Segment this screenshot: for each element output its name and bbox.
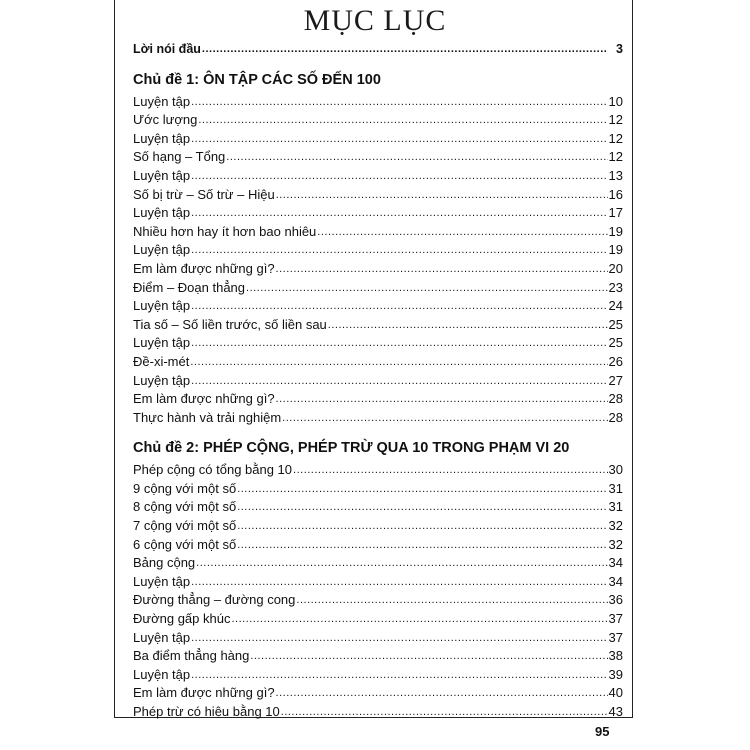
dot-leader xyxy=(237,479,607,499)
toc-entry[interactable] xyxy=(133,591,623,610)
toc-entry[interactable] xyxy=(133,629,623,648)
dot-leader xyxy=(191,129,607,149)
toc-entry-label: 6 cộng với một số xyxy=(133,536,237,552)
toc-entry-label: Ba điểm thẳng hàng xyxy=(133,648,250,664)
toc-entry-page: 19 xyxy=(608,242,623,258)
toc-entry-page: 38 xyxy=(608,648,623,664)
toc-entry-label: Luyện tập xyxy=(133,629,191,645)
toc-entry-page: 12 xyxy=(608,149,623,165)
toc-entry[interactable] xyxy=(133,461,623,480)
toc-entry-label: Luyện tập xyxy=(133,167,191,183)
toc-entry-label: Bảng cộng xyxy=(133,555,196,571)
toc-entry-page: 31 xyxy=(608,499,623,515)
dot-leader xyxy=(191,665,607,685)
toc-entry-label: Lời nói đầu xyxy=(133,42,201,56)
toc-entry[interactable] xyxy=(133,167,623,186)
toc-entry[interactable] xyxy=(133,186,623,205)
toc-entry-label: Nhiều hơn hay ít hơn bao nhiêu xyxy=(133,223,317,239)
toc-entry-label: 8 cộng với một số xyxy=(133,499,237,515)
toc-entry[interactable] xyxy=(133,279,623,298)
dot-leader xyxy=(191,203,607,223)
toc-entry-label: 9 cộng với một số xyxy=(133,480,237,496)
toc-entry-page: 17 xyxy=(608,205,623,221)
toc-entry-label: Em làm được những gì? xyxy=(133,685,275,701)
toc-entry-label: Luyện tập xyxy=(133,372,191,388)
toc-entry-page: 12 xyxy=(608,112,623,128)
toc-entry-page: 43 xyxy=(608,704,623,719)
toc-entry-page: 3 xyxy=(616,42,623,56)
toc-entry-page: 28 xyxy=(608,409,623,425)
dot-leader xyxy=(198,110,607,130)
toc-entry-page: 32 xyxy=(608,536,623,552)
toc-entry[interactable] xyxy=(133,223,623,242)
toc-entry-label: Tia số – Số liền trước, số liền sau xyxy=(133,316,327,332)
toc-entry-page: 26 xyxy=(608,353,623,369)
dot-leader xyxy=(191,92,607,112)
toc-entry-label: Số hạng – Tổng xyxy=(133,149,226,165)
toc-entry-label: Đề-xi-mét xyxy=(133,353,190,369)
toc-entry[interactable] xyxy=(133,703,623,722)
dot-leader xyxy=(281,702,608,722)
dot-leader xyxy=(231,609,607,629)
toc-entry-page: 23 xyxy=(608,279,623,295)
page-title: MỤC LỤC xyxy=(303,4,447,37)
toc-entry-label: 7 cộng với một số xyxy=(133,518,237,534)
toc-entry-page: 28 xyxy=(608,391,623,407)
toc-entry-page: 19 xyxy=(608,223,623,239)
toc-entry[interactable] xyxy=(133,498,623,517)
toc-entry[interactable] xyxy=(133,517,623,536)
toc-entry-page: 20 xyxy=(608,260,623,276)
toc-entry-page: 36 xyxy=(608,592,623,608)
toc-entry[interactable] xyxy=(133,204,623,223)
toc-entry-label: Phép cộng có tổng bằng 10 xyxy=(133,462,293,478)
toc-entry-page: 31 xyxy=(608,480,623,496)
dot-leader xyxy=(282,408,607,428)
dot-leader xyxy=(293,460,608,480)
toc-entry[interactable] xyxy=(133,260,623,279)
dot-leader xyxy=(191,572,607,592)
toc-entry[interactable] xyxy=(133,130,623,149)
toc-entry[interactable] xyxy=(133,372,623,391)
toc-entry[interactable] xyxy=(133,647,623,666)
toc-entry[interactable] xyxy=(133,390,623,409)
toc-entry[interactable] xyxy=(133,353,623,372)
toc-entry-label: Đường thẳng – đường cong xyxy=(133,592,296,608)
toc-entry-label: Luyện tập xyxy=(133,205,191,221)
topic-heading: Chủ đề 2: PHÉP CỘNG, PHÉP TRỪ QUA 10 TRONG PHẠM VI 20 xyxy=(133,440,570,457)
toc-entry-page: 10 xyxy=(608,93,623,109)
toc-entry-label: Ước lượng xyxy=(133,112,198,128)
dot-leader xyxy=(190,352,607,372)
toc-entry-preface[interactable] xyxy=(133,40,623,59)
toc-entry-page: 39 xyxy=(608,666,623,682)
toc-entry-page: 16 xyxy=(608,186,623,202)
toc-entry-label: Em làm được những gì? xyxy=(133,260,275,276)
toc-entry-page: 37 xyxy=(608,611,623,627)
toc-entry[interactable] xyxy=(133,573,623,592)
toc-entry[interactable] xyxy=(133,409,623,428)
dot-leader xyxy=(191,628,607,648)
toc-entry[interactable] xyxy=(133,316,623,335)
toc-entry-page: 34 xyxy=(608,573,623,589)
toc-entry[interactable] xyxy=(133,297,623,316)
dot-leader xyxy=(237,497,607,517)
dot-leader xyxy=(237,535,607,555)
dot-leader xyxy=(250,646,607,666)
toc-entry-page: 24 xyxy=(608,298,623,314)
dot-leader xyxy=(191,333,607,353)
dot-leader xyxy=(191,240,607,260)
toc-entry-label: Số bị trừ – Số trừ – Hiệu xyxy=(133,186,275,202)
dot-leader xyxy=(191,371,607,391)
toc-entry-page: 32 xyxy=(608,518,623,534)
toc-entry-label: Luyện tập xyxy=(133,335,191,351)
toc-entry[interactable] xyxy=(133,241,623,260)
toc-entry-page: 13 xyxy=(608,167,623,183)
toc-entry[interactable] xyxy=(133,111,623,130)
dot-leader xyxy=(317,222,607,242)
toc-entry-label: Luyện tập xyxy=(133,93,191,109)
dot-leader xyxy=(276,389,608,409)
toc-entry[interactable] xyxy=(133,610,623,629)
toc-entry-label: Luyện tập xyxy=(133,573,191,589)
toc-entry[interactable] xyxy=(133,536,623,555)
toc-entry-page: 40 xyxy=(608,685,623,701)
toc-entry-page: 12 xyxy=(608,130,623,146)
dot-leader xyxy=(191,166,607,186)
toc-entry[interactable] xyxy=(133,666,623,685)
toc-entry-label: Đường gấp khúc xyxy=(133,611,231,627)
dot-leader xyxy=(276,185,608,205)
dot-leader xyxy=(276,259,608,279)
toc-entry[interactable] xyxy=(133,148,623,167)
toc-entry-page: 27 xyxy=(608,372,623,388)
toc-entry-label: Điểm – Đoạn thẳng xyxy=(133,279,246,295)
toc-entry-page: 30 xyxy=(608,462,623,478)
toc-entry[interactable] xyxy=(133,334,623,353)
dot-leader xyxy=(237,516,607,536)
toc-entry-page: 34 xyxy=(608,555,623,571)
dot-leader xyxy=(276,683,608,703)
toc-entry-page: 37 xyxy=(608,629,623,645)
toc-entry-label: Luyện tập xyxy=(133,298,191,314)
dot-leader xyxy=(226,147,607,167)
dot-leader xyxy=(196,553,607,573)
table-of-contents xyxy=(133,36,623,722)
toc-entry-label: Luyện tập xyxy=(133,666,191,682)
dot-leader xyxy=(191,296,607,316)
toc-entry[interactable] xyxy=(133,684,623,703)
dot-leader xyxy=(246,278,608,298)
dot-leader xyxy=(202,39,608,59)
dot-leader xyxy=(296,590,607,610)
topic-heading: Chủ đề 1: ÔN TẬP CÁC SỐ ĐẾN 100 xyxy=(133,71,381,88)
toc-entry-label: Phép trừ có hiệu bằng 10 xyxy=(133,704,280,719)
toc-entry[interactable] xyxy=(133,93,623,112)
toc-entry-label: Luyện tập xyxy=(133,242,191,258)
toc-entry-label: Em làm được những gì? xyxy=(133,391,275,407)
toc-entry[interactable] xyxy=(133,480,623,499)
toc-entry-label: Thực hành và trải nghiệm xyxy=(133,409,282,425)
toc-entry-page: 25 xyxy=(608,316,623,332)
toc-entry-page: 25 xyxy=(608,335,623,351)
page-number: 95 xyxy=(595,724,610,739)
dot-leader xyxy=(328,315,608,335)
toc-entry[interactable] xyxy=(133,554,623,573)
toc-entry-label: Luyện tập xyxy=(133,130,191,146)
